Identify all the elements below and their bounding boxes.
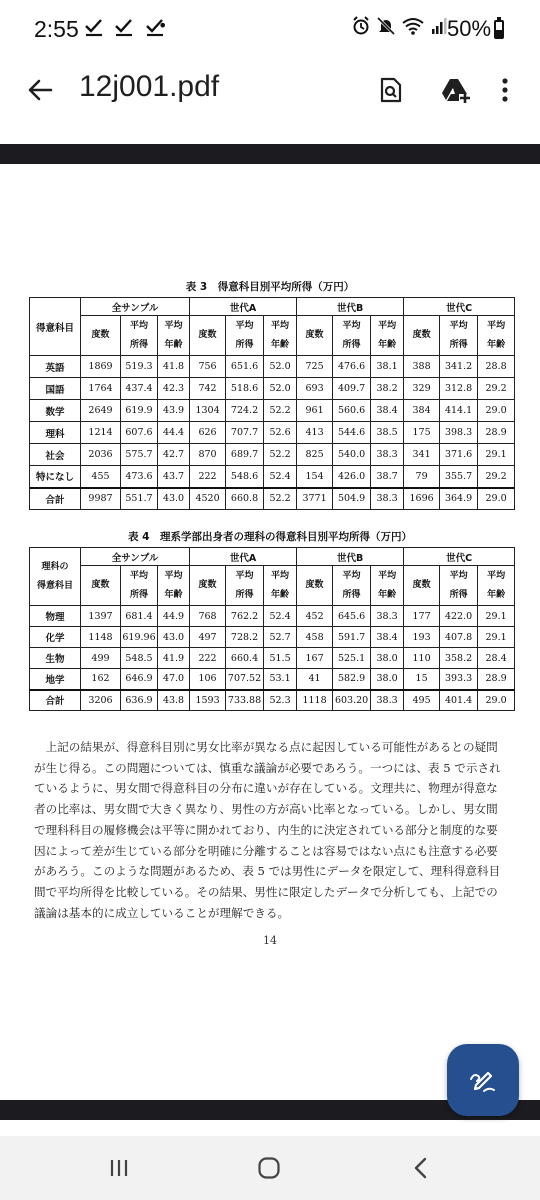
table-cell: 407.8 [440,627,478,648]
table-cell: 28.4 [478,648,515,669]
table-cell: 38.2 [371,378,404,400]
table4-body [30,606,515,711]
home-button[interactable] [245,1144,293,1192]
col-header-count: 度数 [297,316,333,356]
table-cell: 413 [297,422,333,444]
notification-dot: • [158,16,168,35]
table3-body [30,356,515,510]
col-header-avg-income-line2: 所得 [235,589,254,600]
table-cell: 41.9 [158,648,190,669]
more-vert-icon [502,78,508,102]
table-cell: 455 [81,466,121,488]
table-cell: 499 [81,648,121,669]
table-row [30,378,515,400]
col-header-avg-age-line1: 平均 [271,570,290,581]
col-header-avg-age-line1: 平均 [378,320,397,331]
table-cell: 651.6 [226,356,264,378]
row-label: 特になし [30,466,81,488]
table3-caption: 表 3 得意科目別平均所得（万円） [185,281,355,293]
system-icons [352,16,447,36]
table-cell: 329 [404,378,440,400]
col-header-count: 度数 [81,566,121,606]
table-cell: 544.6 [333,422,371,444]
table-row [30,422,515,444]
table-cell: 733.88 [226,690,264,711]
table-cell: 619.9 [121,400,158,422]
col-header-avg-income [333,566,371,606]
table-cell: 1696 [404,488,440,510]
table-cell: 358.2 [440,648,478,669]
table-cell: 384 [404,400,440,422]
navigation-bar [0,1136,540,1200]
table-cell: 355.7 [440,466,478,488]
col-header-avg-income-line1: 平均 [129,570,148,581]
table-cell: 388 [404,356,440,378]
table-cell: 38.1 [371,356,404,378]
table-cell: 660.8 [226,488,264,510]
table-cell: 422.0 [440,606,478,627]
table4-row-header-line2: 得意科目 [36,580,73,591]
table4-row-header [30,548,81,606]
table3-group-header [30,298,515,316]
row-label: 英語 [30,356,81,378]
table-cell: 371.6 [440,444,478,466]
more-options-button[interactable] [490,68,520,112]
table-cell: 29.2 [478,466,515,488]
table-cell: 1397 [81,606,121,627]
body-paragraph [34,737,512,923]
table4 [29,547,515,711]
col-header-avg-income-line2: 所得 [449,589,468,600]
col-header-avg-age-line1: 平均 [487,570,506,581]
table-cell: 689.7 [226,444,264,466]
paragraph-line: で理科科目の履修機会は平等に開かれており、内生的に決定されている部分と制度的な要 [34,822,498,837]
battery-percent: 50% [447,16,492,41]
table-row [30,648,515,669]
table-row [30,606,515,627]
table-cell: 38.4 [371,400,404,422]
col-header-avg-income [440,316,478,356]
col-header-avg-age-line2: 年齢 [487,339,506,350]
table-cell: 426.0 [333,466,371,488]
table-cell: 42.7 [158,444,190,466]
table-cell: 961 [297,400,333,422]
col-header-avg-age-line2: 年齢 [271,339,290,350]
table-cell: 825 [297,444,333,466]
table-cell: 560.6 [333,400,371,422]
col-header-count: 度数 [404,316,440,356]
table-row [30,400,515,422]
table-cell: 626 [190,422,226,444]
table-cell: 473.6 [121,466,158,488]
col-header-avg-age-line1: 平均 [487,320,506,331]
table-cell: 43.0 [158,627,190,648]
table-total-row [30,690,515,711]
app-bar [0,60,540,124]
table-cell: 41.8 [158,356,190,378]
col-header-avg-income [333,316,371,356]
table-cell: 38.3 [371,444,404,466]
table-cell: 540.0 [333,444,371,466]
table-cell: 591.7 [333,627,371,648]
table3-group-a: 世代A [190,298,297,316]
alarm-icon [352,16,370,36]
search-document-button[interactable] [369,68,413,112]
col-header-avg-income-line1: 平均 [449,570,468,581]
table-cell: 110 [404,648,440,669]
table4-group-all: 全サンプル [81,548,190,566]
home-icon [257,1156,281,1180]
table3-group-all: 全サンプル [81,298,190,316]
table-cell: 162 [81,669,121,690]
col-header-avg-income-line2: 所得 [235,339,254,350]
col-header-avg-age [264,566,297,606]
table-cell: 47.0 [158,669,190,690]
paragraph-line: ているように、男女間で得意科目の分布に違いが存在している。文理共に、物理が得意な [34,781,498,796]
table-cell: 52.6 [264,422,297,444]
table-cell: 1764 [81,378,121,400]
table4-row-header-line1: 理科の [41,561,69,572]
pdf-viewer[interactable] [0,124,540,1136]
table-cell: 2036 [81,444,121,466]
table-cell: 44.4 [158,422,190,444]
col-header-avg-age [264,316,297,356]
table-total-row [30,488,515,510]
table-cell: 38.7 [371,466,404,488]
table-cell: 52.4 [264,466,297,488]
page-top-band [0,144,540,164]
table-cell: 1118 [297,690,333,711]
col-header-avg-income-line1: 平均 [342,320,361,331]
status-time: 2:55 [34,16,79,42]
table-cell: 409.7 [333,378,371,400]
table-cell: 681.4 [121,606,158,627]
table-cell: 15 [404,669,440,690]
table-cell: 525.1 [333,648,371,669]
paragraph-line: 上記の結果が、得意科目別に男女比率が異なる点に起因している可能性があるとの疑問 [34,740,498,754]
table-cell: 38.3 [371,488,404,510]
table-cell: 52.2 [264,488,297,510]
col-header-count: 度数 [81,316,121,356]
table-cell: 52.3 [264,690,297,711]
table-cell: 52.0 [264,356,297,378]
notification-check-icons [84,15,168,42]
table-cell: 393.3 [440,669,478,690]
table-cell: 28.8 [478,356,515,378]
table-cell: 693 [297,378,333,400]
paragraph-line: 議論は基本的に成立していることが理解できる。 [34,905,290,920]
paragraph-line: が生じ得る。この問題については、慎重な議論が必要であろう。一つには、表 5 で示され [34,760,501,775]
table-cell: 29.2 [478,378,515,400]
col-header-avg-age-line2: 年齢 [164,589,183,600]
table4-group-a: 世代A [190,548,297,566]
table3-sub-header [30,316,515,356]
table3-row-header: 得意科目 [30,298,81,356]
col-header-avg-age-line2: 年齢 [487,589,506,600]
col-header-avg-income [226,566,264,606]
table-cell: 742 [190,378,226,400]
table-cell: 518.6 [226,378,264,400]
table4-group-c: 世代C [404,548,515,566]
table-cell: 364.9 [440,488,478,510]
table-cell: 458 [297,627,333,648]
table-cell: 437.4 [121,378,158,400]
col-header-avg-income [226,316,264,356]
back-arrow-icon [27,77,53,103]
table-cell: 548.6 [226,466,264,488]
table-cell: 401.4 [440,690,478,711]
table-cell: 1304 [190,400,226,422]
table-cell: 756 [190,356,226,378]
table-cell: 2649 [81,400,121,422]
table-cell: 193 [404,627,440,648]
back-button[interactable] [18,68,62,112]
col-header-avg-income-line1: 平均 [235,320,254,331]
table-cell: 222 [190,466,226,488]
table-cell: 43.0 [158,488,190,510]
table-cell: 725 [297,356,333,378]
table3-group-c: 世代C [404,298,515,316]
table-cell: 41 [297,669,333,690]
col-header-avg-age [158,566,190,606]
col-header-avg-age [371,316,404,356]
table3-group-b: 世代B [297,298,404,316]
table-cell: 52.2 [264,400,297,422]
row-label: 合計 [30,488,81,510]
table-cell: 603.20 [333,690,371,711]
table-cell: 222 [190,648,226,669]
row-label: 地学 [30,669,81,690]
table-cell: 29.1 [478,627,515,648]
table-cell: 728.2 [226,627,264,648]
table-cell: 29.0 [478,690,515,711]
table-cell: 1593 [190,690,226,711]
col-header-avg-income-line1: 平均 [342,570,361,581]
search-document-icon [379,77,403,103]
table-row [30,466,515,488]
table-cell: 4520 [190,488,226,510]
table-cell: 53.1 [264,669,297,690]
table-cell: 29.1 [478,444,515,466]
table-cell: 52.0 [264,378,297,400]
table-cell: 38.0 [371,648,404,669]
table-cell: 38.3 [371,606,404,627]
table-cell: 645.6 [333,606,371,627]
table-cell: 9987 [81,488,121,510]
table-cell: 44.9 [158,606,190,627]
table-cell: 38.5 [371,422,404,444]
battery-icon [494,20,504,39]
table-cell: 43.7 [158,466,190,488]
page-number: 14 [263,934,277,947]
table-cell: 52.7 [264,627,297,648]
paragraph-line: 間で平均所得を比較している。その結果、男性に限定したデータで分析しても、上記での [34,884,498,899]
col-header-avg-income-line2: 所得 [342,589,361,600]
table-cell: 762.2 [226,606,264,627]
row-label: 化学 [30,627,81,648]
table-cell: 768 [190,606,226,627]
table-cell: 452 [297,606,333,627]
table-cell: 870 [190,444,226,466]
table-cell: 619.96 [121,627,158,648]
table-cell: 52.2 [264,444,297,466]
table-cell: 38.3 [371,690,404,711]
col-header-count: 度数 [404,566,440,606]
col-header-avg-income-line1: 平均 [129,320,148,331]
table-cell: 177 [404,606,440,627]
wifi-icon [402,16,424,36]
col-header-count: 度数 [190,316,226,356]
table-row [30,356,515,378]
table-cell: 43.9 [158,400,190,422]
table-cell: 504.9 [333,488,371,510]
table-cell: 42.3 [158,378,190,400]
table-cell: 646.9 [121,669,158,690]
table-cell: 1869 [81,356,121,378]
paragraph-line: 者の比率は、男女間で大きく異なり、男性の方が高い比率となっている。しかし、男女間 [34,802,498,817]
table-cell: 341.2 [440,356,478,378]
table-cell: 414.1 [440,400,478,422]
document-title: 12j001.pdf [79,70,220,103]
table-cell: 607.6 [121,422,158,444]
col-header-avg-age [478,316,515,356]
table-cell: 38.0 [371,669,404,690]
table4-group-header [30,548,515,566]
table-cell: 636.9 [121,690,158,711]
table-cell: 29.1 [478,606,515,627]
table-cell: 707.7 [226,422,264,444]
table-row [30,444,515,466]
signal-icon [431,17,447,35]
drive-add-icon [441,77,471,103]
table4-sub-header [30,566,515,606]
row-label: 合計 [30,690,81,711]
pdf-page [0,164,540,1100]
table-cell: 575.7 [121,444,158,466]
table-cell: 28.9 [478,422,515,444]
table3 [29,297,515,510]
mute-icon [377,16,395,36]
row-label: 社会 [30,444,81,466]
row-label: 生物 [30,648,81,669]
col-header-avg-income [440,566,478,606]
row-label: 数学 [30,400,81,422]
table-cell: 3206 [81,690,121,711]
table-cell: 495 [404,690,440,711]
col-header-avg-age-line2: 年齢 [378,589,397,600]
table-cell: 52.4 [264,606,297,627]
status-bar [0,0,540,60]
table-cell: 43.8 [158,690,190,711]
battery-fill [496,30,502,38]
col-header-avg-age-line1: 平均 [378,570,397,581]
edit-annotate-icon [468,1065,498,1095]
table-cell: 29.0 [478,488,515,510]
table-cell: 476.6 [333,356,371,378]
table-cell: 312.8 [440,378,478,400]
table-row [30,669,515,690]
recent-apps-icon [108,1157,130,1179]
col-header-avg-age-line1: 平均 [164,320,183,331]
table-cell: 660.4 [226,648,264,669]
check-icon [84,15,104,37]
table-cell: 167 [297,648,333,669]
table-cell: 519.3 [121,356,158,378]
table4-group-b: 世代B [297,548,404,566]
col-header-avg-age-line2: 年齢 [164,339,183,350]
col-header-avg-age-line1: 平均 [271,320,290,331]
table-cell: 1214 [81,422,121,444]
table-row [30,627,515,648]
paragraph-line: 因によって差が生じている部分を明確に分離することは容易ではない点にも注意する必要 [34,843,498,858]
table-cell: 79 [404,466,440,488]
col-header-avg-age [371,566,404,606]
table-cell: 175 [404,422,440,444]
col-header-avg-age [158,316,190,356]
table-cell: 341 [404,444,440,466]
table-cell: 51.5 [264,648,297,669]
back-icon [413,1156,429,1180]
table-cell: 29.0 [478,400,515,422]
row-label: 物理 [30,606,81,627]
col-header-count: 度数 [297,566,333,606]
table-cell: 707.52 [226,669,264,690]
table-cell: 28.9 [478,669,515,690]
col-header-avg-age-line2: 年齢 [271,589,290,600]
table-cell: 398.3 [440,422,478,444]
table-cell: 106 [190,669,226,690]
table-cell: 154 [297,466,333,488]
check-icon [114,15,134,37]
col-header-avg-age-line2: 年齢 [378,339,397,350]
add-to-drive-button[interactable] [434,68,478,112]
col-header-avg-income-line1: 平均 [449,320,468,331]
col-header-avg-income-line2: 所得 [342,339,361,350]
annotate-fab[interactable] [447,1044,519,1116]
table-cell: 582.9 [333,669,371,690]
recent-apps-button[interactable] [95,1144,143,1192]
paragraph-line: があろう。このような問題があるため、表 5 では男性にデータを限定して、理科得意科目 [34,864,501,879]
col-header-avg-income [121,316,158,356]
table-cell: 551.7 [121,488,158,510]
col-header-avg-income [121,566,158,606]
table-cell: 548.5 [121,648,158,669]
col-header-avg-age [478,566,515,606]
col-header-avg-income-line1: 平均 [235,570,254,581]
table-cell: 3771 [297,488,333,510]
table4-caption: 表 4 理系学部出身者の理科の得意科目別平均所得（万円） [128,531,412,543]
col-header-avg-income-line2: 所得 [449,339,468,350]
row-label: 理科 [30,422,81,444]
col-header-avg-income-line2: 所得 [129,589,148,600]
table-cell: 724.2 [226,400,264,422]
table-cell: 497 [190,627,226,648]
table-cell: 1148 [81,627,121,648]
col-header-count: 度数 [190,566,226,606]
table-cell: 38.4 [371,627,404,648]
row-label: 国語 [30,378,81,400]
col-header-avg-age-line1: 平均 [164,570,183,581]
nav-back-button[interactable] [397,1144,445,1192]
col-header-avg-income-line2: 所得 [129,339,148,350]
